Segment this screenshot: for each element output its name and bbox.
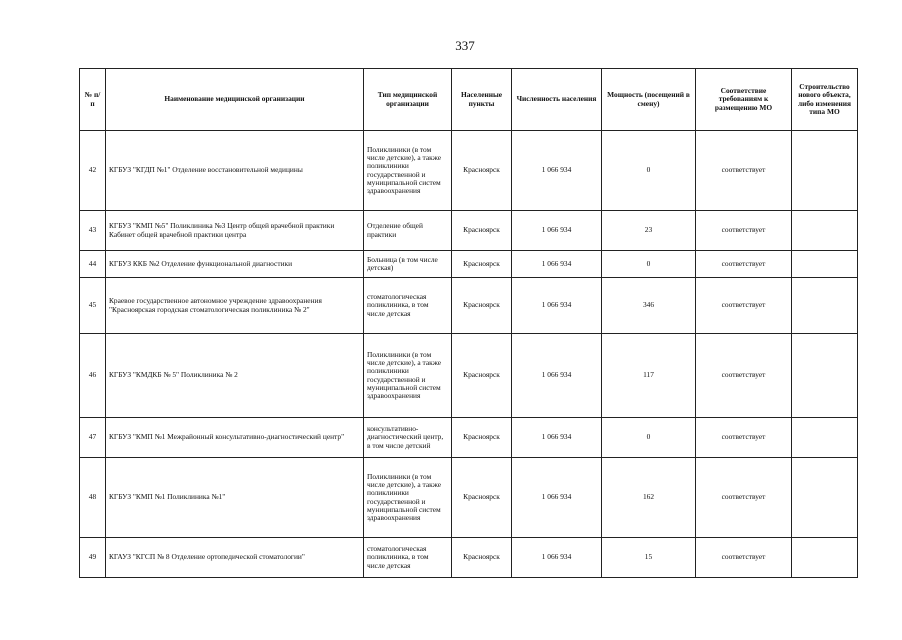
cell-type: Поликлиники (в том числе детские), а также поликлиники государственной и муниципальной систем здравоохранения bbox=[364, 458, 452, 538]
table-row bbox=[80, 211, 858, 251]
table-row bbox=[80, 538, 858, 578]
cell-population: 1 066 934 bbox=[512, 211, 602, 251]
cell-num: 42 bbox=[80, 131, 106, 211]
cell-construction bbox=[792, 458, 858, 538]
cell-capacity: 0 bbox=[602, 418, 696, 458]
header-name: Наименование медицинской организации bbox=[106, 69, 364, 131]
cell-population: 1 066 934 bbox=[512, 278, 602, 334]
cell-construction bbox=[792, 131, 858, 211]
cell-name: КГБУЗ "КМП №1 Межрайонный консультативно-диагностический центр" bbox=[106, 418, 364, 458]
cell-compliance: соответствует bbox=[696, 458, 792, 538]
cell-locality: Красноярск bbox=[452, 538, 512, 578]
cell-type: стоматологическая поликлиника, в том числе детская bbox=[364, 278, 452, 334]
cell-num: 49 bbox=[80, 538, 106, 578]
cell-capacity: 0 bbox=[602, 251, 696, 278]
cell-type: Поликлиники (в том числе детские), а также поликлиники государственной и муниципальной систем здравоохранения bbox=[364, 131, 452, 211]
header-compliance: Соответствие требованиям к размещению МО bbox=[696, 69, 792, 131]
header-type: Тип медицинской организации bbox=[364, 69, 452, 131]
cell-capacity: 0 bbox=[602, 131, 696, 211]
cell-population: 1 066 934 bbox=[512, 334, 602, 418]
cell-name: КГАУЗ "КГСП № 8 Отделение ортопедической стоматологии" bbox=[106, 538, 364, 578]
cell-construction bbox=[792, 334, 858, 418]
cell-name: КГБУЗ "КГДП №1" Отделение восстановительной медицины bbox=[106, 131, 364, 211]
cell-name: КГБУЗ ККБ №2 Отделение функциональной диагностики bbox=[106, 251, 364, 278]
cell-name: КГБУЗ "КМП №1 Поликлиника №1" bbox=[106, 458, 364, 538]
medical-organizations-table bbox=[79, 68, 858, 578]
cell-name: Краевое государственное автономное учреждение здравоохранения "Красноярская городская стоматологическая поликлиника № 2" bbox=[106, 278, 364, 334]
cell-capacity: 117 bbox=[602, 334, 696, 418]
header-capacity: Мощность (посещений в смену) bbox=[602, 69, 696, 131]
cell-locality: Красноярск bbox=[452, 211, 512, 251]
cell-locality: Красноярск bbox=[452, 131, 512, 211]
cell-construction bbox=[792, 538, 858, 578]
page-number: 337 bbox=[455, 38, 475, 53]
cell-capacity: 15 bbox=[602, 538, 696, 578]
cell-construction bbox=[792, 278, 858, 334]
cell-capacity: 346 bbox=[602, 278, 696, 334]
cell-compliance: соответствует bbox=[696, 538, 792, 578]
cell-num: 44 bbox=[80, 251, 106, 278]
cell-compliance: соответствует bbox=[696, 278, 792, 334]
cell-population: 1 066 934 bbox=[512, 458, 602, 538]
cell-num: 45 bbox=[80, 278, 106, 334]
cell-population: 1 066 934 bbox=[512, 131, 602, 211]
cell-construction bbox=[792, 418, 858, 458]
cell-compliance: соответствует bbox=[696, 131, 792, 211]
cell-type: консультативно-диагностический центр, в том числе детский bbox=[364, 418, 452, 458]
header-locality: Населенные пункты bbox=[452, 69, 512, 131]
cell-capacity: 23 bbox=[602, 211, 696, 251]
cell-type: стоматологическая поликлиника, в том числе детская bbox=[364, 538, 452, 578]
cell-type: Больница (в том числе детская) bbox=[364, 251, 452, 278]
cell-num: 46 bbox=[80, 334, 106, 418]
cell-population: 1 066 934 bbox=[512, 251, 602, 278]
cell-name: КГБУЗ "КМП №5" Поликлиника №3 Центр общей врачебной практики Кабинет общей врачебной практики центра bbox=[106, 211, 364, 251]
table-row bbox=[80, 131, 858, 211]
table-row bbox=[80, 418, 858, 458]
table-row bbox=[80, 458, 858, 538]
table-row bbox=[80, 251, 858, 278]
cell-compliance: соответствует bbox=[696, 251, 792, 278]
cell-compliance: соответствует bbox=[696, 211, 792, 251]
cell-num: 48 bbox=[80, 458, 106, 538]
cell-type: Поликлиники (в том числе детские), а также поликлиники государственной и муниципальной систем здравоохранения bbox=[364, 334, 452, 418]
cell-locality: Красноярск bbox=[452, 251, 512, 278]
header-population: Численность населения bbox=[512, 69, 602, 131]
header-construction: Строительство нового объекта, либо изменения типа МО bbox=[792, 69, 858, 131]
cell-type: Отделение общей практики bbox=[364, 211, 452, 251]
cell-compliance: соответствует bbox=[696, 334, 792, 418]
cell-compliance: соответствует bbox=[696, 418, 792, 458]
cell-population: 1 066 934 bbox=[512, 418, 602, 458]
cell-population: 1 066 934 bbox=[512, 538, 602, 578]
cell-construction bbox=[792, 211, 858, 251]
table-row bbox=[80, 278, 858, 334]
cell-locality: Красноярск bbox=[452, 458, 512, 538]
header-num: № п/п bbox=[80, 69, 106, 131]
cell-name: КГБУЗ "КМДКБ № 5" Поликлиника № 2 bbox=[106, 334, 364, 418]
cell-locality: Красноярск bbox=[452, 278, 512, 334]
cell-construction bbox=[792, 251, 858, 278]
cell-num: 47 bbox=[80, 418, 106, 458]
cell-locality: Красноярск bbox=[452, 334, 512, 418]
cell-locality: Красноярск bbox=[452, 418, 512, 458]
cell-num: 43 bbox=[80, 211, 106, 251]
cell-capacity: 162 bbox=[602, 458, 696, 538]
table-row bbox=[80, 334, 858, 418]
header-row bbox=[80, 69, 858, 131]
